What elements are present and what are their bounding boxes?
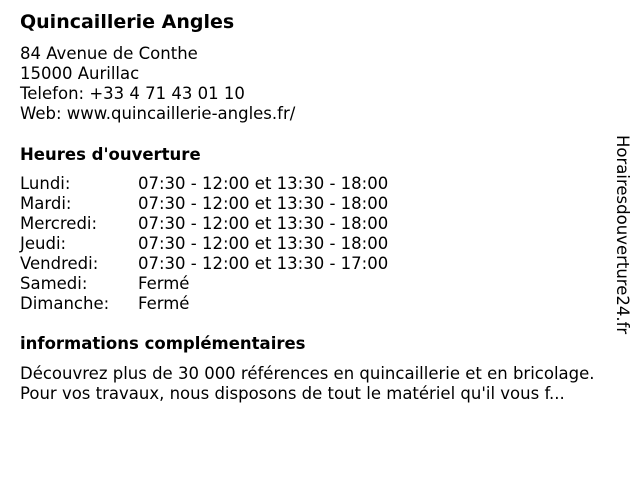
day-label: Vendredi:: [20, 254, 99, 273]
hours-row-sunday: [20, 294, 388, 314]
description-line-1: Découvrez plus de 30 000 références en quincaillerie et en bricolage.: [20, 364, 595, 383]
phone-number: Telefon: +33 4 71 43 01 10: [20, 84, 245, 103]
time-value: 07:30 - 12:00 et 13:30 - 18:00: [138, 234, 389, 253]
website-link: Web: www.quincaillerie-angles.fr/: [20, 104, 296, 123]
hours-row-monday: [20, 174, 388, 194]
info-heading: informations complémentaires: [20, 334, 306, 353]
description-text: [20, 364, 595, 404]
hours-heading: Heures d'ouverture: [20, 145, 201, 164]
description-line-2: Pour vos travaux, nous disposons de tout le matériel qu'il vous f...: [20, 384, 565, 403]
address-street: 84 Avenue de Conthe: [20, 44, 198, 63]
time-value: Fermé: [138, 274, 190, 293]
contact-block: [20, 44, 295, 124]
time-value: 07:30 - 12:00 et 13:30 - 17:00: [138, 254, 389, 273]
watermark-text: Horairesdouverture24.fr: [613, 135, 632, 335]
hours-row-thursday: [20, 234, 388, 254]
day-label: Jeudi:: [20, 234, 67, 253]
watermark: [612, 135, 636, 375]
hours-row-tuesday: [20, 194, 388, 214]
address-city: 15000 Aurillac: [20, 64, 140, 83]
hours-row-saturday: [20, 274, 388, 294]
time-value: 07:30 - 12:00 et 13:30 - 18:00: [138, 194, 389, 213]
day-label: Mardi:: [20, 194, 72, 213]
time-value: Fermé: [138, 294, 190, 313]
hours-row-wednesday: [20, 214, 388, 234]
day-label: Mercredi:: [20, 214, 98, 233]
hours-row-friday: [20, 254, 388, 274]
shop-name: Quincaillerie Angles: [20, 11, 235, 33]
day-label: Samedi:: [20, 274, 88, 293]
opening-hours-table: [20, 174, 388, 314]
day-label: Dimanche:: [20, 294, 110, 313]
time-value: 07:30 - 12:00 et 13:30 - 18:00: [138, 174, 389, 193]
time-value: 07:30 - 12:00 et 13:30 - 18:00: [138, 214, 389, 233]
day-label: Lundi:: [20, 174, 71, 193]
